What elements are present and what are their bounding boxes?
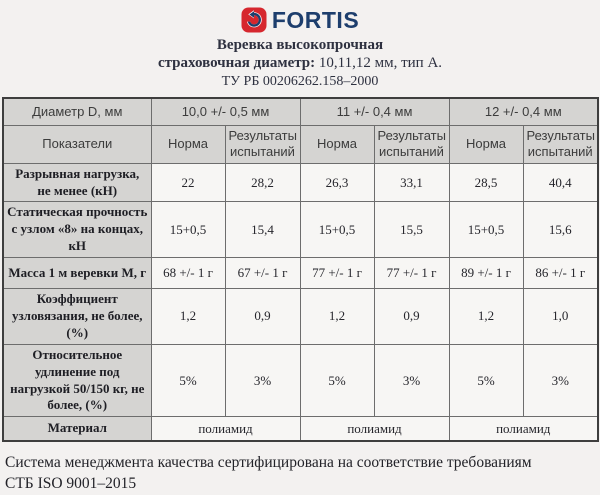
cell-value: 1,2 — [449, 289, 523, 345]
title-line-3: ТУ РБ 00206262.158–2000 — [221, 73, 379, 89]
diameter-10-cell: 10,0 +/- 0,5 мм — [151, 98, 300, 126]
title-line-2 — [0, 54, 600, 72]
norm-header-cell: Норма — [300, 126, 374, 164]
cell-value: 3% — [225, 344, 300, 417]
cell-value: 1,2 — [151, 289, 225, 345]
cell-value: 15,5 — [374, 202, 449, 258]
row-label: Относительное удлинение под нагрузкой 50/150 кг, не более, (%) — [3, 344, 151, 417]
norm-header-cell: Норма — [151, 126, 225, 164]
diameter-label-cell: Диаметр D, мм — [3, 98, 151, 126]
table-row-elongation — [3, 344, 598, 417]
cell-value: 0,9 — [374, 289, 449, 345]
cell-value: 28,2 — [225, 163, 300, 202]
document-header — [0, 0, 600, 90]
row-label: Разрывная нагрузка, не менее (кН) — [3, 163, 151, 202]
cell-value: 67 +/- 1 г — [225, 258, 300, 289]
document-title — [0, 36, 600, 90]
cell-value: 5% — [449, 344, 523, 417]
table-row-material — [3, 417, 598, 441]
material-value: полиамид — [449, 417, 598, 441]
certification-note — [5, 453, 596, 495]
cell-value: 0,9 — [225, 289, 300, 345]
material-value: полиамид — [300, 417, 449, 441]
cell-value: 77 +/- 1 г — [374, 258, 449, 289]
row-label: Статическая прочность с узлом «8» на концах, кН — [3, 202, 151, 258]
title-line-2-bold: страховочная диаметр: — [157, 55, 316, 72]
cell-value: 68 +/- 1 г — [151, 258, 225, 289]
cell-value: 5% — [300, 344, 374, 417]
row-label: Коэффициент узловязания, не более, (%) — [3, 289, 151, 345]
title-line-1: Веревка высокопрочная — [216, 37, 384, 53]
cell-value: 15+0,5 — [151, 202, 225, 258]
indicators-label-cell: Показатели — [3, 126, 151, 164]
spec-table — [2, 97, 599, 442]
results-header-cell: Результаты испытаний — [374, 126, 449, 164]
diameter-11-cell: 11 +/- 0,4 мм — [300, 98, 449, 126]
table-row-knot-coefficient — [3, 289, 598, 345]
table-row-static-strength — [3, 202, 598, 258]
cell-value: 5% — [151, 344, 225, 417]
diameter-12-cell: 12 +/- 0,4 мм — [449, 98, 598, 126]
cell-value: 1,2 — [300, 289, 374, 345]
cell-value: 15+0,5 — [300, 202, 374, 258]
title-line-2-rest: 10,11,12 мм, тип А. — [315, 55, 443, 72]
results-header-cell: Результаты испытаний — [523, 126, 598, 164]
brand-wordmark: FORTIS — [271, 6, 360, 33]
cell-value: 22 — [151, 163, 225, 202]
row-label: Масса 1 м веревки М, г — [3, 258, 151, 289]
cell-value: 28,5 — [449, 163, 523, 202]
cell-value: 77 +/- 1 г — [300, 258, 374, 289]
cell-value: 3% — [374, 344, 449, 417]
certification-note-line-2: СТБ ISO 9001–2015 — [5, 474, 137, 492]
cell-value: 89 +/- 1 г — [449, 258, 523, 289]
subheader-row — [3, 126, 598, 164]
cell-value: 26,3 — [300, 163, 374, 202]
table-row-breaking-load — [3, 163, 598, 202]
certification-note-line-1: Система менеджмента качества сертифицирована на соответствие требованиям — [5, 453, 532, 471]
results-header-cell: Результаты испытаний — [225, 126, 300, 164]
table-row-mass — [3, 258, 598, 289]
swirl-arrows-logo-icon — [241, 7, 267, 33]
material-value: полиамид — [151, 417, 300, 441]
row-label: Материал — [3, 417, 151, 441]
diameter-header-row — [3, 98, 598, 126]
cell-value: 40,4 — [523, 163, 598, 202]
cell-value: 86 +/- 1 г — [523, 258, 598, 289]
cell-value: 33,1 — [374, 163, 449, 202]
norm-header-cell: Норма — [449, 126, 523, 164]
cell-value: 15,4 — [225, 202, 300, 258]
cell-value: 15+0,5 — [449, 202, 523, 258]
cell-value: 15,6 — [523, 202, 598, 258]
cell-value: 1,0 — [523, 289, 598, 345]
fortis-logo — [0, 6, 600, 34]
cell-value: 3% — [523, 344, 598, 417]
